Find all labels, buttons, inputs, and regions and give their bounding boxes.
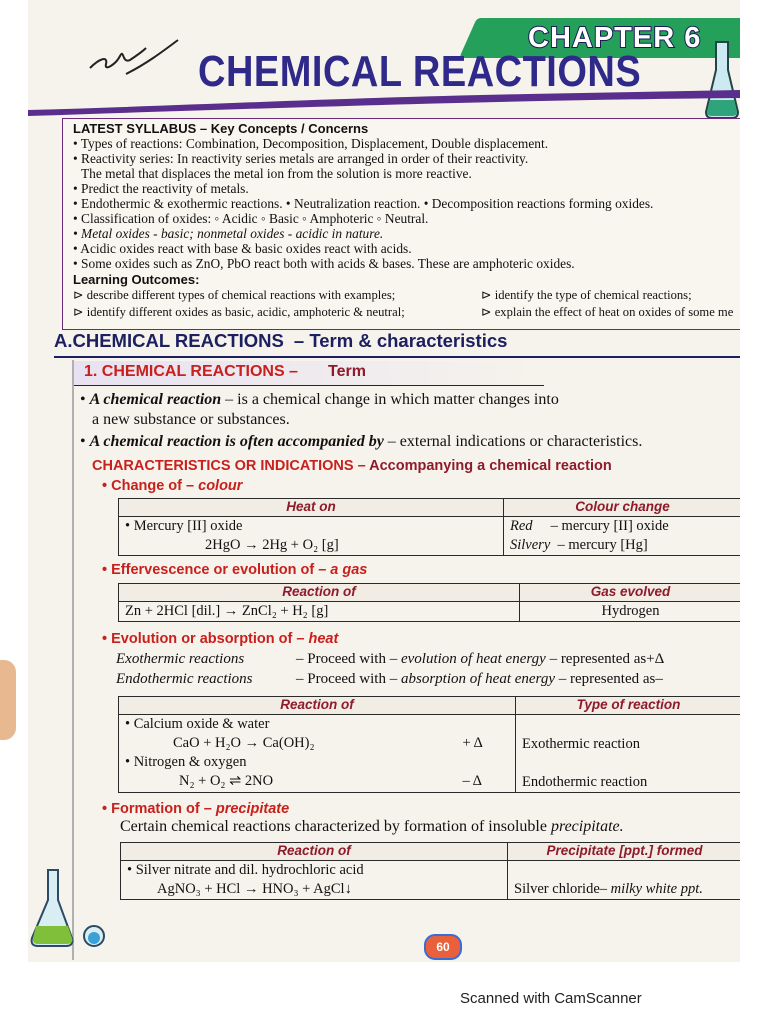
table-header: Colour change	[504, 499, 741, 517]
gas-table	[118, 583, 740, 622]
accompanied-line: • A chemical reaction is often accompanied by – external indications or characteristics.	[80, 433, 643, 450]
precipitate-line: Certain chemical reactions characterized by formation of insoluble precipitate.	[120, 818, 624, 835]
section-a-heading: A.CHEMICAL REACTIONS – Term & characteristics	[54, 330, 740, 358]
page-number: 60	[424, 934, 462, 960]
outcome-item: ⊳ identify different oxides as basic, acidic, amphoteric & neutral;	[73, 305, 405, 319]
handwritten-signature	[86, 34, 186, 78]
table-header: Type of reaction	[516, 697, 741, 715]
table-header: Reaction of	[121, 843, 508, 861]
scanner-watermark: Scanned with CamScanner	[460, 990, 642, 1007]
colour-table	[118, 498, 740, 556]
syllabus-heading: LATEST SYLLABUS – Key Concepts / Concerns	[73, 121, 369, 136]
book-page	[28, 0, 740, 962]
table-header: Reaction of	[119, 697, 516, 715]
section-1-bar: 1. CHEMICAL REACTIONS – Term	[74, 361, 544, 386]
table-cell: Exothermic reaction Endothermic reaction	[516, 715, 741, 793]
table-header: Heat on	[119, 499, 504, 517]
heat-heading: • Evolution or absorption of – heat	[102, 631, 339, 647]
gas-heading: • Effervescence or evolution of – a gas	[102, 562, 368, 578]
syllabus-item: • Predict the reactivity of metals.	[73, 181, 249, 196]
endothermic-line: Endothermic reactions – Proceed with – absorption of heat energy – represented as–	[116, 671, 663, 687]
heat-table	[118, 696, 740, 793]
colour-heading: • Change of – colour	[102, 478, 243, 494]
characteristics-heading: CHARACTERISTICS OR INDICATIONS – Accompanying a chemical reaction	[92, 458, 612, 474]
outcome-item: ⊳ identify the type of chemical reactions;	[481, 288, 692, 302]
table-cell: • Mercury [II] oxide 2HgO → 2Hg + O₂ [g]	[119, 517, 504, 556]
table-cell: Silver chloride– milky white ppt.	[508, 861, 741, 900]
syllabus-item: The metal that displaces the metal ion from the solution is more reactive.	[81, 166, 472, 181]
definition-line: a new substance or substances.	[92, 411, 290, 428]
syllabus-item: • Metal oxides - basic; nonmetal oxides - acidic in nature.	[73, 226, 384, 241]
syllabus-box	[62, 118, 740, 330]
definition-line: • A chemical reaction – is a chemical change in which matter changes into	[80, 391, 559, 408]
outcomes-heading: Learning Outcomes:	[73, 272, 200, 287]
thumb	[0, 660, 16, 740]
table-cell: • Silver nitrate and dil. hydrochloric acid AgNO₃ + HCl → HNO₃ + AgCl↓	[121, 861, 508, 900]
outcome-item: ⊳ explain the effect of heat on oxides of some me	[481, 305, 734, 319]
title-swoosh	[28, 90, 740, 116]
table-cell: Hydrogen	[520, 602, 741, 622]
lab-flask-icon	[28, 860, 118, 950]
syllabus-item: • Endothermic & exothermic reactions. • Neutralization reaction. • Decomposition reactions forming oxides.	[73, 196, 654, 211]
table-header: Reaction of	[119, 584, 520, 602]
chapter-title: CHEMICAL REACTIONS	[198, 48, 642, 97]
table-header: Gas evolved	[520, 584, 741, 602]
syllabus-item: • Types of reactions: Combination, Decomposition, Displacement, Double displacement.	[73, 136, 549, 151]
table-header: Precipitate [ppt.] formed	[508, 843, 741, 861]
chapter-label: CHAPTER 6	[528, 22, 702, 54]
table-cell: • Calcium oxide & water CaO + H₂O → Ca(OH)₂ + Δ • Nitrogen & oxygen N₂ + O₂ ⇌ 2NO – Δ	[119, 715, 516, 793]
precipitate-table	[120, 842, 740, 900]
syllabus-item: • Acidic oxides react with base & basic oxides react with acids.	[73, 241, 412, 256]
table-cell: Zn + 2HCl [dil.] → ZnCl₂ + H₂ [g]	[119, 602, 520, 622]
syllabus-item: • Classification of oxides: ◦ Acidic ◦ Basic ◦ Amphoteric ◦ Neutral.	[73, 211, 429, 226]
syllabus-item: • Some oxides such as ZnO, PbO react both with acids & bases. These are amphoteric oxides.	[73, 256, 575, 271]
precipitate-heading: • Formation of – precipitate	[102, 801, 290, 817]
outcome-item: ⊳ describe different types of chemical reactions with examples;	[73, 288, 396, 302]
syllabus-item: • Reactivity series: In reactivity series metals are arranged in order of their reactivity.	[73, 151, 529, 166]
exothermic-line: Exothermic reactions – Proceed with – evolution of heat energy – represented as+Δ	[116, 651, 665, 667]
table-cell: Red – mercury [II] oxide Silvery – mercury [Hg]	[504, 517, 741, 556]
